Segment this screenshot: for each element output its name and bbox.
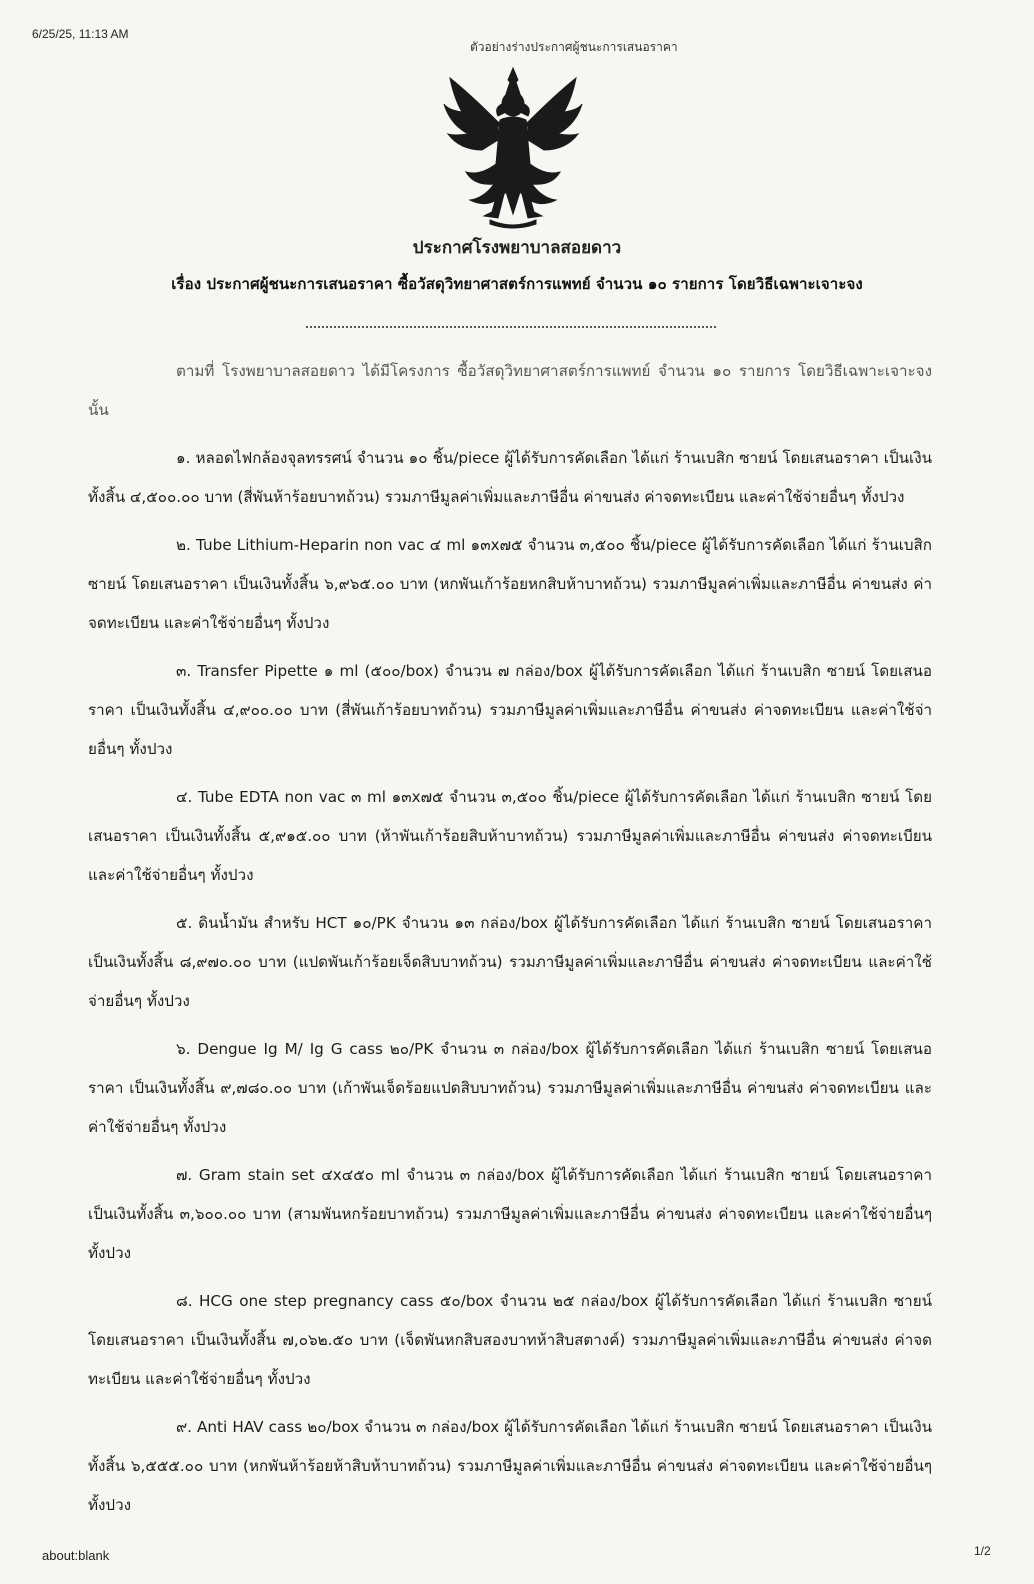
print-timestamp: 6/25/25, 11:13 AM [32,27,129,41]
announcement-title: ประกาศโรงพยาบาลสอยดาว [412,238,622,258]
page-number: 1/2 [974,1544,991,1558]
list-item: ๖. Dengue Ig M/ Ig G cass ๒๐/PK จำนวน ๓ กล่อง/box ผู้ได้รับการคัดเลือก ได้แก่ ร้านเบสิก ซายน์ โดยเสนอราคา เป็นเงินทั้งสิ้น ๙,๗๘๐.๐๐ บาท (เก้าพันเจ็ดร้อยแปดสิบบาทถ้วน) รวมภาษีมูลค่าเพิ่มและภาษีอื่น ค่าขนส่ง ค่าจดทะเบียน และค่าใช้จ่ายอื่นๆ ทั้งปวง [88,1040,932,1136]
list-item: ๓. Transfer Pipette ๑ ml (๕๐๐/box) จำนวน ๗ กล่อง/box ผู้ได้รับการคัดเลือก ได้แก่ ร้านเบสิก ซายน์ โดยเสนอราคา เป็นเงินทั้งสิ้น ๔,๙๐๐.๐๐ บาท (สี่พันเก้าร้อยบาทถ้วน) รวมภาษีมูลค่าเพิ่มและภาษีอื่น ค่าขนส่ง ค่าจดทะเบียน และค่าใช้จ่ายอื่นๆ ทั้งปวง [88,662,932,758]
announcement-body [88,352,932,1534]
list-item: ๑. หลอดไฟกล้องจุลทรรศน์ จำนวน ๑๐ ชิ้น/piece ผู้ได้รับการคัดเลือก ได้แก่ ร้านเบสิก ซายน์ โดยเสนอราคา เป็นเงินทั้งสิ้น ๔,๕๐๐.๐๐ บาท (สี่พันห้าร้อยบาทถ้วน) รวมภาษีมูลค่าเพิ่มและภาษีอื่น ค่าขนส่ง ค่าจดทะเบียน และค่าใช้จ่ายอื่นๆ ทั้งปวง [88,449,932,506]
list-item: ๙. Anti HAV cass ๒๐/box จำนวน ๓ กล่อง/box ผู้ได้รับการคัดเลือก ได้แก่ ร้านเบสิก ซายน์ โดยเสนอราคา เป็นเงินทั้งสิ้น ๖,๕๕๕.๐๐ บาท (หกพันห้าร้อยห้าสิบห้าบาทถ้วน) รวมภาษีมูลค่าเพิ่มและภาษีอื่น ค่าขนส่ง ค่าจดทะเบียน และค่าใช้จ่ายอื่นๆ ทั้งปวง [88,1418,932,1514]
list-item: ๒. Tube Lithium-Heparin non vac ๔ ml ๑๓x๗๕ จำนวน ๓,๕๐๐ ชิ้น/piece ผู้ได้รับการคัดเลือก ได้แก่ ร้านเบสิก ซายน์ โดยเสนอราคา เป็นเงินทั้งสิ้น ๖,๙๖๕.๐๐ บาท (หกพันเก้าร้อยหกสิบห้าบาทถ้วน) รวมภาษีมูลค่าเพิ่มและภาษีอื่น ค่าขนส่ง ค่าจดทะเบียน และค่าใช้จ่ายอื่นๆ ทั้งปวง [88,536,932,632]
list-item: ๗. Gram stain set ๔x๔๕๐ ml จำนวน ๓ กล่อง/box ผู้ได้รับการคัดเลือก ได้แก่ ร้านเบสิก ซายน์ โดยเสนอราคา เป็นเงินทั้งสิ้น ๓,๖๐๐.๐๐ บาท (สามพันหกร้อยบาทถ้วน) รวมภาษีมูลค่าเพิ่มและภาษีอื่น ค่าขนส่ง ค่าจดทะเบียน และค่าใช้จ่ายอื่นๆ ทั้งปวง [88,1166,932,1262]
draft-label: ตัวอย่างร่างประกาศผู้ชนะการเสนอราคา [470,40,678,54]
page-url: about:blank [42,1548,110,1563]
list-item: ๔. Tube EDTA non vac ๓ ml ๑๓x๗๕ จำนวน ๓,๕๐๐ ชิ้น/piece ผู้ได้รับการคัดเลือก ได้แก่ ร้านเบสิก ซายน์ โดยเสนอราคา เป็นเงินทั้งสิ้น ๕,๙๑๕.๐๐ บาท (ห้าพันเก้าร้อยสิบห้าบาทถ้วน) รวมภาษีมูลค่าเพิ่มและภาษีอื่น ค่าขนส่ง ค่าจดทะเบียน และค่าใช้จ่ายอื่นๆ ทั้งปวง [88,788,932,884]
announcement-subject: เรื่อง ประกาศผู้ชนะการเสนอราคา ซื้อวัสดุวิทยาศาสตร์การแพทย์ จำนวน ๑๐ รายการ โดยวิธีเฉพาะเจาะจง [171,275,863,293]
intro-paragraph: ตามที่ โรงพยาบาลสอยดาว ได้มีโครงการ ซื้อวัสดุวิทยาศาสตร์การแพทย์ จำนวน ๑๐ รายการ โดยวิธีเฉพาะเจาะจง นั้น [88,362,932,419]
divider-dotted [306,326,716,328]
list-item: ๘. HCG one step pregnancy cass ๕๐/box จำนวน ๒๕ กล่อง/box ผู้ได้รับการคัดเลือก ได้แก่ ร้านเบสิก ซายน์ โดยเสนอราคา เป็นเงินทั้งสิ้น ๗,๐๖๒.๕๐ บาท (เจ็ดพันหกสิบสองบาทห้าสิบสตางค์) รวมภาษีมูลค่าเพิ่มและภาษีอื่น ค่าขนส่ง ค่าจดทะเบียน และค่าใช้จ่ายอื่นๆ ทั้งปวง [88,1292,932,1388]
garuda-emblem-icon [440,64,586,232]
list-item: ๕. ดินน้ำมัน สำหรับ HCT ๑๐/PK จำนวน ๑๓ กล่อง/box ผู้ได้รับการคัดเลือก ได้แก่ ร้านเบสิก ซายน์ โดยเสนอราคา เป็นเงินทั้งสิ้น ๘,๙๗๐.๐๐ บาท (แปดพันเก้าร้อยเจ็ดสิบบาทถ้วน) รวมภาษีมูลค่าเพิ่มและภาษีอื่น ค่าขนส่ง ค่าจดทะเบียน และค่าใช้จ่ายอื่นๆ ทั้งปวง [88,914,932,1010]
